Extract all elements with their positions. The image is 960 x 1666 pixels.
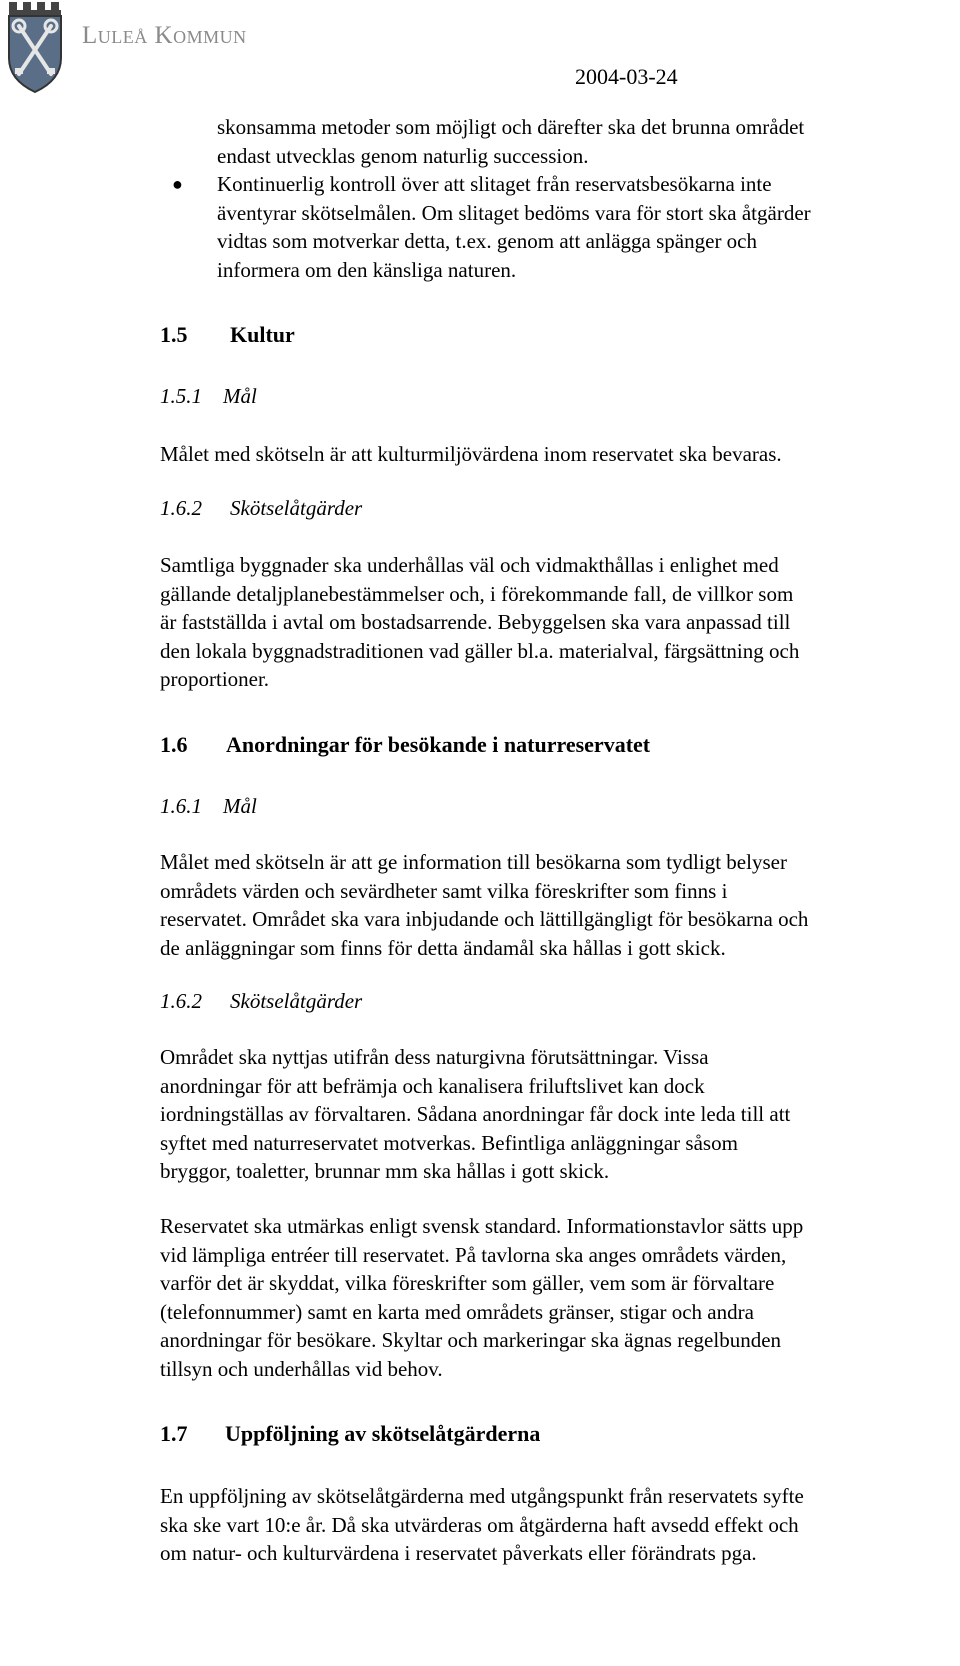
organization-name: Luleå Kommun (82, 22, 247, 49)
subsection-title: Mål (223, 384, 257, 408)
heading-subsection (160, 989, 362, 1014)
bullet-item (217, 170, 811, 284)
subsection-number: 1.6.2 (160, 989, 202, 1013)
paragraph (160, 848, 808, 962)
text-line: områdets värden och sevärdheter samt vilka föreskrifter som finns i (160, 878, 728, 903)
text-line: En uppföljning av skötselåtgärderna med utgångspunkt från reservatets syfte (160, 1484, 804, 1508)
heading-section (160, 322, 295, 348)
text-line: proportioner. (160, 667, 270, 691)
subsection-number: 1.5.1 (160, 384, 202, 408)
heading-section (160, 1421, 540, 1447)
text-line: Reservatet ska utmärkas enligt svensk standard. Informationstavlor sätts upp (160, 1214, 804, 1238)
text-line: är fastställda i avtal om bostadsarrende. Bebyggelsen ska vara anpassad till (160, 610, 791, 634)
text-line: skonsamma metoder som möjligt och därefter ska det brunna området (217, 115, 805, 139)
text-line: gällande detaljplanebestämmelser och, i förekommande fall, de villkor som (160, 581, 794, 606)
text-line: anordningar för att befrämja och kanalisera friluftslivet kan dock (160, 1073, 705, 1098)
text-line: reservatet. Området ska vara inbjudande och lättillgängligt för besökarna och (160, 907, 809, 931)
text-line: de anläggningar som finns för detta ändamål ska hållas i gott skick. (160, 935, 726, 960)
section-number: 1.7 (160, 1421, 188, 1446)
heading-subsection (160, 496, 362, 521)
subsection-title: Skötselåtgärder (230, 989, 363, 1013)
text-line: (telefonnummer) samt en karta med områdets gränser, stigar och andra (160, 1299, 754, 1324)
document-date: 2004-03-24 (575, 64, 678, 89)
heading-section (160, 732, 650, 758)
heading-subsection (160, 794, 257, 819)
text-line: Målet med skötseln är att ge information till besökarna som tydligt belyser (160, 850, 787, 874)
heading-subsection (160, 384, 257, 409)
paragraph-intro (217, 113, 804, 170)
subsection-number: 1.6.2 (160, 496, 202, 520)
text-line: Samtliga byggnader ska underhållas väl och vidmakthållas i enlighet med (160, 553, 779, 577)
text-line: äventyrar skötselmålen. Om slitaget bedöms vara för stort ska åtgärder (217, 200, 811, 225)
text-line: tillsyn och underhållas vid behov. (160, 1356, 443, 1381)
section-number: 1.5 (160, 322, 188, 347)
subsection-title: Skötselåtgärder (230, 496, 363, 520)
text-line: vidtas som motverkar detta, t.ex. genom att anlägga spänger och (217, 229, 758, 253)
paragraph (160, 440, 782, 469)
text-line: syftet med naturreservatet motverkas. Befintliga anläggningar såsom (160, 1130, 738, 1155)
text-line: endast utvecklas genom naturlig succession. (217, 143, 589, 168)
text-line: varför det är skyddat, vilka föreskrifter som gäller, vem som är förvaltare (160, 1271, 775, 1295)
text-line: Området ska nyttjas utifrån dess naturgivna förutsättningar. Vissa (160, 1045, 709, 1069)
section-title: Kultur (230, 322, 295, 347)
text-line: iordningställas av förvaltaren. Sådana anordningar får dock inte leda till att (160, 1102, 791, 1126)
paragraph (160, 1482, 804, 1568)
text-line: vid lämpliga entréer till reservatet. På tavlorna ska anges områdets värden, (160, 1242, 787, 1267)
subsection-number: 1.6.1 (160, 794, 202, 818)
text-line: Kontinuerlig kontroll över att slitaget från reservatsbesökarna inte (217, 172, 772, 196)
text-line: ska ske vart 10:e år. Då ska utvärderas om åtgärderna haft avsedd effekt och (160, 1512, 799, 1537)
paragraph (160, 1212, 803, 1383)
paragraph (160, 1043, 790, 1186)
text-line: bryggor, toaletter, brunnar mm ska hållas i gott skick. (160, 1159, 610, 1183)
bullet-icon: ● (172, 174, 183, 194)
paragraph (160, 551, 799, 694)
section-number: 1.6 (160, 732, 188, 757)
coat-of-arms-icon (5, 0, 69, 96)
subsection-title: Mål (223, 794, 257, 818)
text-line: om natur- och kulturvärdena i reservatet påverkats eller förändrats pga. (160, 1541, 757, 1565)
text-line: Målet med skötseln är att kulturmiljövärdena inom reservatet ska bevaras. (160, 442, 782, 466)
text-line: anordningar för besökare. Skyltar och markeringar ska ägnas regelbunden (160, 1328, 782, 1352)
text-line: den lokala byggnadstraditionen vad gäller bl.a. materialval, färgsättning och (160, 638, 800, 663)
section-title: Anordningar för besökande i naturreservatet (226, 732, 651, 757)
section-title: Uppföljning av skötselåtgärderna (225, 1421, 541, 1446)
text-line: informera om den känsliga naturen. (217, 257, 517, 282)
